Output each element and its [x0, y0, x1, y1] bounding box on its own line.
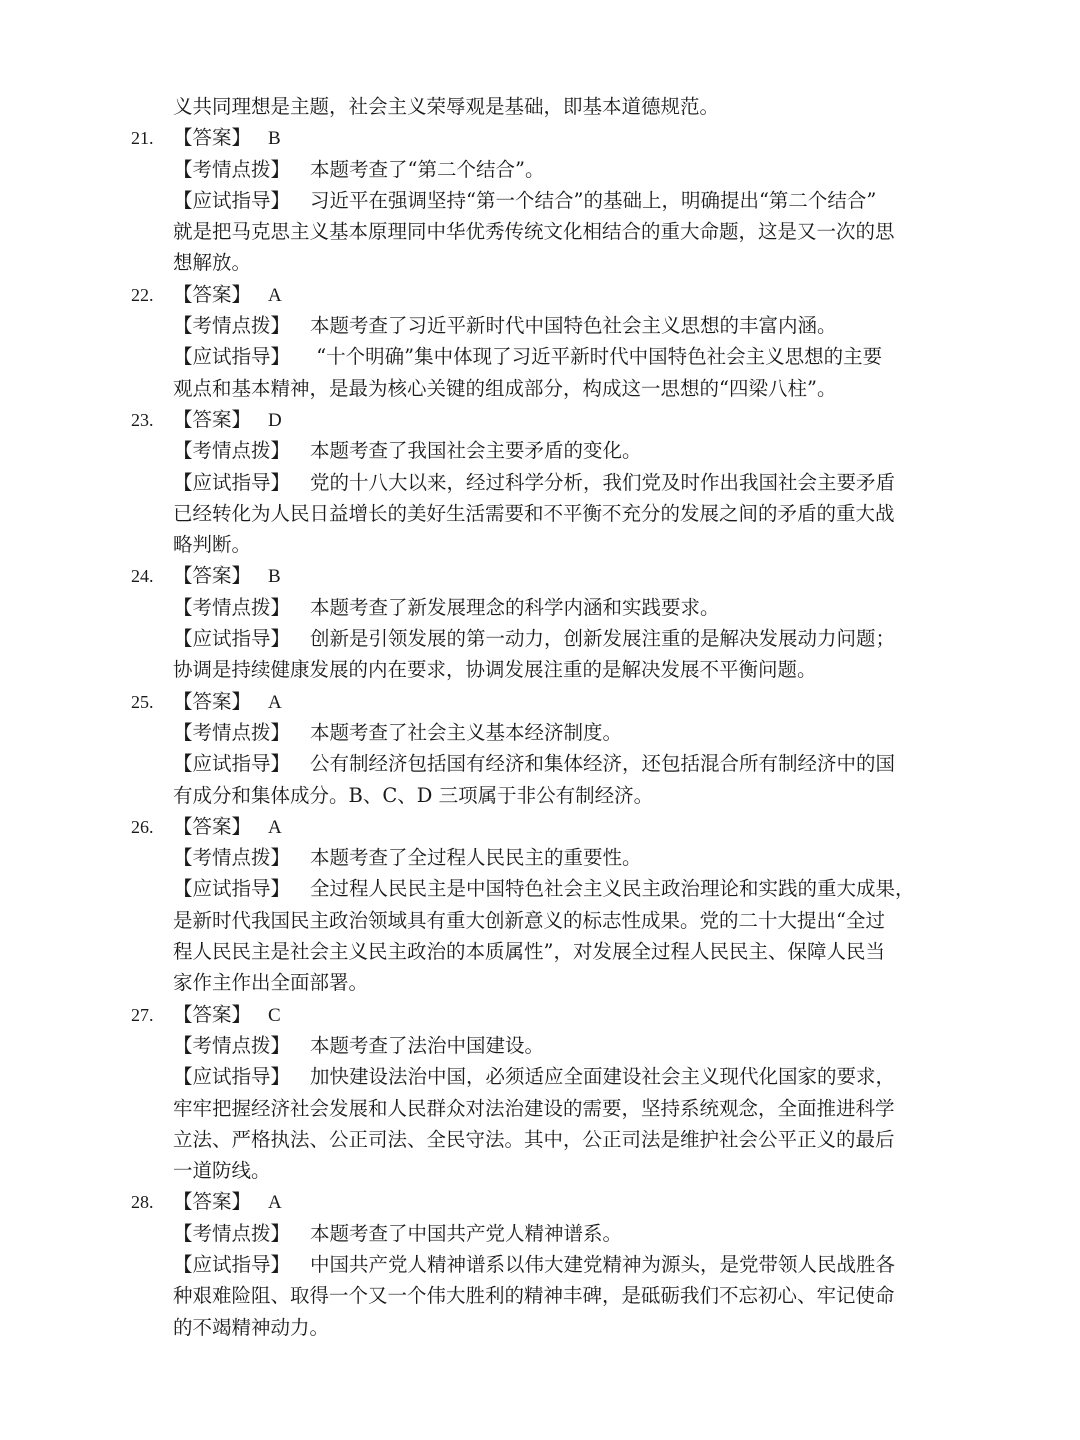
- guidance-label: 【应试指导】: [173, 1252, 291, 1276]
- guidance-line: [0, 1155, 1080, 1186]
- answer-line: [0, 122, 1080, 153]
- answer-line: [0, 686, 1080, 717]
- answer-value: A: [268, 284, 282, 306]
- guidance-line: [0, 247, 1080, 278]
- intro-line: 义共同理想是主题，社会主义荣辱观是基础，即基本道德规范。: [173, 95, 720, 118]
- answer-label: 【答案】: [173, 126, 252, 150]
- guidance-line: [0, 216, 1080, 247]
- answer-label: 【答案】: [173, 1190, 252, 1214]
- guidance-line: [0, 905, 1080, 936]
- exam-point-label: 【考情点拨】: [173, 846, 291, 870]
- exam-point-line: [0, 717, 1080, 748]
- guidance-line: [0, 1124, 1080, 1155]
- guidance-line: [0, 748, 1080, 779]
- exam-point-line: [0, 154, 1080, 185]
- guidance-line: [0, 967, 1080, 998]
- guidance-text: 全过程人民民主是中国特色社会主义民主政治理论和实践的重大成果，: [310, 877, 915, 901]
- guidance-label: 【应试指导】: [173, 345, 291, 369]
- question-block: [0, 279, 1080, 404]
- answer-line: [0, 404, 1080, 435]
- exam-point-text: 本题考查了法治中国建设。: [310, 1033, 545, 1057]
- answer-value: A: [268, 1192, 282, 1214]
- exam-point-text: 本题考查了我国社会主要矛盾的变化。: [310, 439, 642, 463]
- guidance-text: “十个明确”集中体现了习近平新时代中国特色社会主义思想的主要: [310, 345, 883, 369]
- guidance-line: [0, 467, 1080, 498]
- guidance-line: [0, 1249, 1080, 1280]
- question-block: [0, 686, 1080, 811]
- answer-value: C: [268, 1004, 281, 1026]
- guidance-line: [0, 529, 1080, 560]
- answer-line: [0, 560, 1080, 591]
- guidance-text: 习近平在强调坚持“第一个结合”的基础上，明确提出“第二个结合”: [310, 188, 877, 212]
- exam-point-line: [0, 310, 1080, 341]
- question-block: [0, 811, 1080, 999]
- guidance-label: 【应试指导】: [173, 470, 291, 494]
- answer-label: 【答案】: [173, 564, 252, 588]
- exam-point-line: [0, 592, 1080, 623]
- answer-label: 【答案】: [173, 814, 252, 838]
- guidance-line: [0, 654, 1080, 685]
- guidance-text: 是新时代我国民主政治领域具有重大创新意义的标志性成果。党的二十大提出“全过: [173, 908, 885, 932]
- exam-point-label: 【考情点拨】: [173, 595, 291, 619]
- question-block: [0, 560, 1080, 685]
- guidance-line: [0, 373, 1080, 404]
- guidance-line: [0, 1280, 1080, 1311]
- answer-label: 【答案】: [173, 282, 252, 306]
- exam-point-label: 【考情点拨】: [173, 314, 291, 338]
- question-number: 21.: [131, 128, 154, 149]
- question-block: [0, 1186, 1080, 1342]
- guidance-line: [0, 498, 1080, 529]
- guidance-text: 观点和基本精神，是最为核心关键的组成部分，构成这一思想的“四梁八柱”。: [173, 376, 837, 400]
- exam-point-label: 【考情点拨】: [173, 1221, 291, 1245]
- guidance-label: 【应试指导】: [173, 877, 291, 901]
- answer-value: A: [268, 691, 282, 713]
- answer-value: B: [268, 566, 281, 588]
- guidance-text: 有成分和集体成分。B、C、D 三项属于非公有制经济。: [173, 783, 654, 807]
- guidance-line: [0, 936, 1080, 967]
- answer-value: D: [268, 409, 282, 431]
- answer-explanation-page: [0, 91, 1080, 1343]
- guidance-label: 【应试指导】: [173, 627, 291, 651]
- guidance-line: [0, 341, 1080, 372]
- guidance-line: [0, 1093, 1080, 1124]
- exam-point-label: 【考情点拨】: [173, 720, 291, 744]
- answer-line: [0, 279, 1080, 310]
- guidance-line: [0, 780, 1080, 811]
- answer-value: A: [268, 816, 282, 838]
- exam-point-text: 本题考查了“第二个结合”。: [310, 157, 545, 181]
- guidance-text: 已经转化为人民日益增长的美好生活需要和不平衡不充分的发展之间的矛盾的重大战: [173, 501, 895, 525]
- exam-point-text: 本题考查了习近平新时代中国特色社会主义思想的丰富内涵。: [310, 314, 837, 338]
- guidance-text: 种艰难险阻、取得一个又一个伟大胜利的精神丰碑，是砥砺我们不忘初心、牢记使命: [173, 1284, 895, 1308]
- question-block: [0, 999, 1080, 1187]
- guidance-text: 公有制经济包括国有经济和集体经济，还包括混合所有制经济中的国: [310, 752, 896, 776]
- question-number: 25.: [131, 691, 154, 712]
- exam-point-text: 本题考查了全过程人民民主的重要性。: [310, 846, 642, 870]
- guidance-line: [0, 873, 1080, 904]
- guidance-text: 想解放。: [173, 251, 252, 275]
- exam-point-text: 本题考查了社会主义基本经济制度。: [310, 720, 623, 744]
- guidance-label: 【应试指导】: [173, 1065, 291, 1089]
- guidance-text: 的不竭精神动力。: [173, 1315, 330, 1339]
- answer-label: 【答案】: [173, 1002, 252, 1026]
- answer-label: 【答案】: [173, 689, 252, 713]
- guidance-text: 略判断。: [173, 533, 252, 557]
- question-number: 27.: [131, 1004, 154, 1025]
- guidance-line: [0, 185, 1080, 216]
- exam-point-text: 本题考查了新发展理念的科学内涵和实践要求。: [310, 595, 720, 619]
- answer-label: 【答案】: [173, 407, 252, 431]
- question-list: [0, 122, 1080, 1343]
- question-number: 22.: [131, 284, 154, 305]
- answer-line: [0, 999, 1080, 1030]
- exam-point-line: [0, 842, 1080, 873]
- guidance-text: 中国共产党人精神谱系以伟大建党精神为源头，是党带领人民战胜各: [310, 1252, 896, 1276]
- question-number: 28.: [131, 1192, 154, 1213]
- guidance-text: 家作主作出全面部署。: [173, 971, 369, 995]
- guidance-text: 就是把马克思主义基本原理同中华优秀传统文化相结合的重大命题，这是又一次的思: [173, 220, 895, 244]
- exam-point-label: 【考情点拨】: [173, 439, 291, 463]
- guidance-text: 加快建设法治中国，必须适应全面建设社会主义现代化国家的要求，: [310, 1065, 896, 1089]
- guidance-text: 创新是引领发展的第一动力，创新发展注重的是解决发展动力问题；: [310, 627, 896, 651]
- guidance-text: 协调是持续健康发展的内在要求，协调发展注重的是解决发展不平衡问题。: [173, 658, 817, 682]
- exam-point-line: [0, 435, 1080, 466]
- exam-point-text: 本题考查了中国共产党人精神谱系。: [310, 1221, 623, 1245]
- guidance-text: 一道防线。: [173, 1159, 271, 1183]
- guidance-text: 程人民民主是社会主义民主政治的本质属性”，对发展全过程人民民主、保障人民当: [173, 940, 885, 964]
- question-number: 23.: [131, 409, 154, 430]
- answer-value: B: [268, 128, 281, 150]
- question-block: [0, 122, 1080, 278]
- exam-point-line: [0, 1030, 1080, 1061]
- guidance-text: 党的十八大以来，经过科学分析，我们党及时作出我国社会主要矛盾: [310, 470, 896, 494]
- answer-line: [0, 811, 1080, 842]
- question-number: 24.: [131, 566, 154, 587]
- guidance-line: [0, 1061, 1080, 1092]
- guidance-line: [0, 1312, 1080, 1343]
- guidance-text: 牢牢把握经济社会发展和人民群众对法治建设的需要，坚持系统观念，全面推进科学: [173, 1096, 895, 1120]
- question-block: [0, 404, 1080, 560]
- guidance-text: 立法、严格执法、公正司法、全民守法。其中，公正司法是维护社会公平正义的最后: [173, 1127, 895, 1151]
- exam-point-label: 【考情点拨】: [173, 1033, 291, 1057]
- exam-point-line: [0, 1218, 1080, 1249]
- question-number: 26.: [131, 816, 154, 837]
- exam-point-label: 【考情点拨】: [173, 157, 291, 181]
- answer-line: [0, 1186, 1080, 1217]
- guidance-line: [0, 623, 1080, 654]
- guidance-label: 【应试指导】: [173, 752, 291, 776]
- guidance-label: 【应试指导】: [173, 188, 291, 212]
